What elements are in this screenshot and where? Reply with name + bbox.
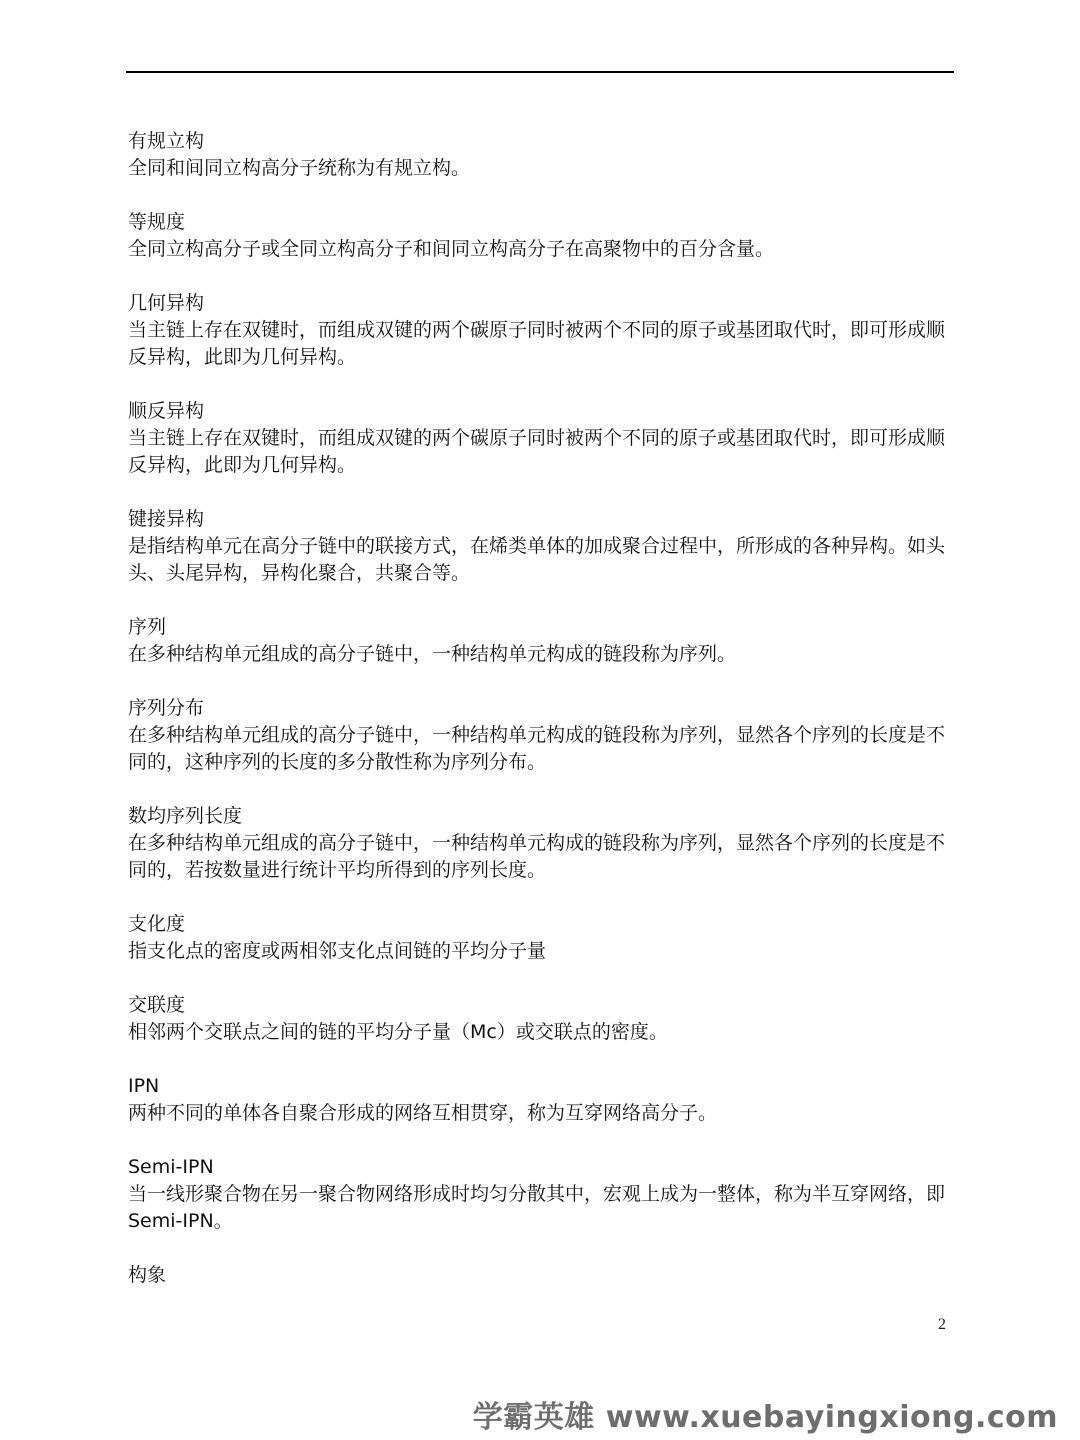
glossary-entry <box>128 1262 952 1289</box>
glossary-entry <box>128 128 952 182</box>
entry-definition: 在多种结构单元组成的高分子链中，一种结构单元构成的链段称为序列。 <box>128 643 737 665</box>
glossary-entry <box>128 209 952 263</box>
entry-definition: 当一线形聚合物在另一聚合物网络形成时均匀分散其中，宏观上成为一整体，称为半互穿网络，即Semi-IPN。 <box>128 1183 946 1232</box>
glossary-entry <box>128 506 952 587</box>
entry-definition: 指支化点的密度或两相邻支化点间链的平均分子量 <box>128 940 547 962</box>
glossary-entry <box>128 992 952 1046</box>
entry-term: 等规度 <box>128 211 186 233</box>
site-watermark: 学霸英雄 www.xuebayingxiong.com <box>472 1400 1058 1435</box>
entry-definition: 是指结构单元在高分子链中的联接方式，在烯类单体的加成聚合过程中，所形成的各种异构。如头头、头尾异构，异构化聚合，共聚合等。 <box>128 535 946 584</box>
entry-term: IPN <box>128 1075 160 1097</box>
glossary-entry <box>128 1154 952 1235</box>
document-body <box>128 128 952 1316</box>
entry-term: 交联度 <box>128 994 186 1016</box>
entry-term: 顺反异构 <box>128 400 205 422</box>
entry-definition: 两种不同的单体各自聚合形成的网络互相贯穿，称为互穿网络高分子。 <box>128 1102 718 1124</box>
page-number: 2 <box>938 1316 946 1333</box>
glossary-entry <box>128 398 952 479</box>
glossary-entry <box>128 290 952 371</box>
entry-definition: 当主链上存在双键时，而组成双键的两个碳原子同时被两个不同的原子或基团取代时，即可形成顺反异构，此即为几何异构。 <box>128 427 946 476</box>
entry-term: 构象 <box>128 1264 167 1286</box>
entry-term: 有规立构 <box>128 130 205 152</box>
entry-definition: 相邻两个交联点之间的链的平均分子量（Mc）或交联点的密度。 <box>128 1021 668 1043</box>
entry-definition: 在多种结构单元组成的高分子链中，一种结构单元构成的链段称为序列，显然各个序列的长度是不同的，若按数量进行统计平均所得到的序列长度。 <box>128 832 946 881</box>
header-rule <box>126 71 954 73</box>
entry-term: 序列 <box>128 616 167 638</box>
glossary-entry <box>128 911 952 965</box>
glossary-entry <box>128 1073 952 1127</box>
entry-term: Semi-IPN <box>128 1156 214 1178</box>
glossary-entry <box>128 695 952 776</box>
entry-term: 数均序列长度 <box>128 805 243 827</box>
entry-term: 键接异构 <box>128 508 205 530</box>
entry-definition: 全同和间同立构高分子统称为有规立构。 <box>128 157 471 179</box>
entry-term: 支化度 <box>128 913 186 935</box>
entry-term: 序列分布 <box>128 697 205 719</box>
entry-term: 几何异构 <box>128 292 205 314</box>
entry-definition: 在多种结构单元组成的高分子链中，一种结构单元构成的链段称为序列，显然各个序列的长度是不同的，这种序列的长度的多分散性称为序列分布。 <box>128 724 946 773</box>
entry-definition: 全同立构高分子或全同立构高分子和间同立构高分子在高聚物中的百分含量。 <box>128 238 775 260</box>
glossary-entry <box>128 803 952 884</box>
entry-definition: 当主链上存在双键时，而组成双键的两个碳原子同时被两个不同的原子或基团取代时，即可形成顺反异构，此即为几何异构。 <box>128 319 946 368</box>
glossary-entry <box>128 614 952 668</box>
